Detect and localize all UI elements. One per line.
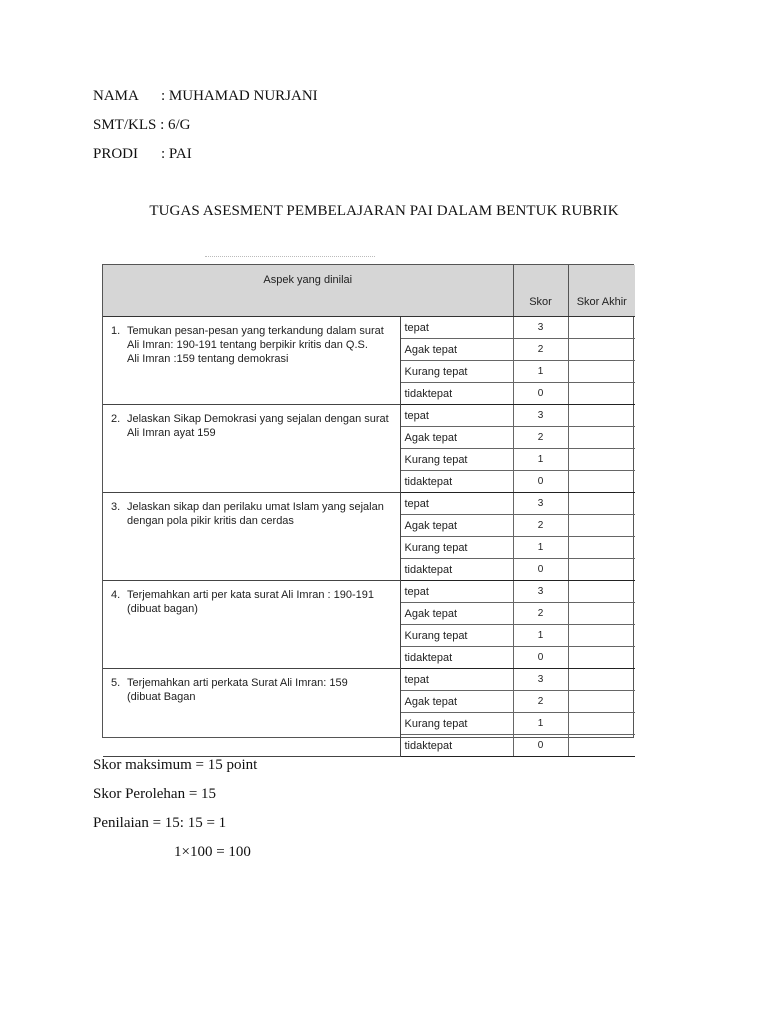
question-cell [103,581,400,669]
question-text: Terjemahkan arti per kata surat Ali Imran : 190-191 [127,589,375,601]
rubric-header-row [103,265,635,317]
level-label: Agak tepat [400,427,513,449]
level-label: tepat [400,581,513,603]
final-score-cell [568,493,635,515]
level-score: 0 [513,383,568,405]
final-score-cell [568,625,635,647]
level-score: 3 [513,669,568,691]
final-score-cell [568,647,635,669]
question-line [111,324,396,338]
level-score: 2 [513,691,568,713]
rubric-table [102,264,634,752]
level-score: 3 [513,405,568,427]
level-label: tidaktepat [400,647,513,669]
program-row [93,146,192,163]
level-label: Agak tepat [400,515,513,537]
question-number: 1. [111,325,121,337]
rubric-body [103,317,635,757]
final-score-cell [568,405,635,427]
question-cell [103,317,400,405]
level-score: 3 [513,317,568,339]
program-value: : PAI [161,146,192,162]
score-header: Skor [513,265,568,317]
level-label: Kurang tepat [400,537,513,559]
level-label: Kurang tepat [400,713,513,735]
question-number: 3. [111,501,121,513]
level-label: tidaktepat [400,735,513,757]
assessment-formula: Penilaian = 15: 15 = 1 [93,815,227,831]
level-score: 2 [513,427,568,449]
final-score-cell [568,559,635,581]
final-score-header: Skor Akhir [568,265,635,317]
rubric-row [103,669,635,691]
level-score: 1 [513,449,568,471]
rubric-row [103,581,635,603]
level-label: tidaktepat [400,471,513,493]
question-line [111,338,396,352]
question-text: (dibuat bagan) [127,603,198,615]
final-score-cell [568,669,635,691]
semester-class-text: SMT/KLS : 6/G [93,117,191,133]
scan-artifact [205,256,375,263]
question-cell [103,493,400,581]
question-text: dengan pola pikir kritis dan cerdas [127,515,294,527]
question-line [111,500,396,514]
level-label: Kurang tepat [400,361,513,383]
aspect-header: Aspek yang dinilai [103,265,513,317]
final-score-cell [568,471,635,493]
question-cell [103,669,400,757]
level-score: 2 [513,515,568,537]
level-label: tidaktepat [400,559,513,581]
level-score: 3 [513,581,568,603]
level-label: tepat [400,493,513,515]
question-line [111,602,396,616]
question-text: Terjemahkan arti perkata Surat Ali Imran: 159 [127,677,348,689]
name-value: : MUHAMAD NURJANI [161,88,318,104]
level-score: 0 [513,735,568,757]
level-score: 1 [513,625,568,647]
question-text: Ali Imran :159 tentang demokrasi [127,353,289,365]
question-line [111,426,396,440]
level-label: tepat [400,669,513,691]
document-title: TUGAS ASESMENT PEMBELAJARAN PAI DALAM BENTUK RUBRIK [149,203,619,219]
question-line [111,690,396,704]
question-text: Jelaskan Sikap Demokrasi yang sejalan dengan surat [127,413,389,425]
final-score-cell [568,515,635,537]
question-text: Temukan pesan-pesan yang terkandung dalam surat [127,325,384,337]
question-text: Ali Imran: 190-191 tentang berpikir kritis dan Q.S. [127,339,368,351]
question-line [111,412,396,426]
level-label: Agak tepat [400,339,513,361]
max-score: Skor maksimum = 15 point [93,757,258,773]
final-score-cell [568,427,635,449]
final-score-cell [568,361,635,383]
level-label: Agak tepat [400,603,513,625]
question-number: 4. [111,589,121,601]
question-line [111,676,396,690]
final-score-cell [568,449,635,471]
question-text: (dibuat Bagan [127,691,196,703]
final-score-cell [568,317,635,339]
final-score-cell [568,581,635,603]
level-label: Agak tepat [400,691,513,713]
question-line [111,352,396,366]
final-score-cell [568,383,635,405]
question-line [111,514,396,528]
name-row [93,88,318,105]
program-label: PRODI [93,146,139,162]
final-score-cell [568,691,635,713]
rubric-row [103,405,635,427]
level-label: Kurang tepat [400,625,513,647]
final-score-cell [568,537,635,559]
level-score: 2 [513,339,568,361]
level-score: 1 [513,713,568,735]
level-score: 0 [513,647,568,669]
obtained-score: Skor Perolehan = 15 [93,786,217,802]
final-score-cell [568,339,635,361]
question-line [111,588,396,602]
final-result: 1×100 = 100 [174,844,251,860]
rubric-row [103,317,635,339]
final-score-cell [568,603,635,625]
semester-class-row [93,117,191,134]
final-score-cell [568,713,635,735]
question-text: Jelaskan sikap dan perilaku umat Islam yang sejalan [127,501,384,513]
level-score: 1 [513,537,568,559]
level-label: Kurang tepat [400,449,513,471]
level-score: 0 [513,471,568,493]
level-score: 3 [513,493,568,515]
question-cell [103,405,400,493]
level-score: 2 [513,603,568,625]
level-label: tidaktepat [400,383,513,405]
question-number: 5. [111,677,121,689]
level-label: tepat [400,317,513,339]
final-score-cell [568,735,635,757]
name-label: NAMA [93,88,139,104]
rubric-row [103,493,635,515]
level-label: tepat [400,405,513,427]
level-score: 0 [513,559,568,581]
question-number: 2. [111,413,121,425]
level-score: 1 [513,361,568,383]
question-text: Ali Imran ayat 159 [127,427,216,439]
